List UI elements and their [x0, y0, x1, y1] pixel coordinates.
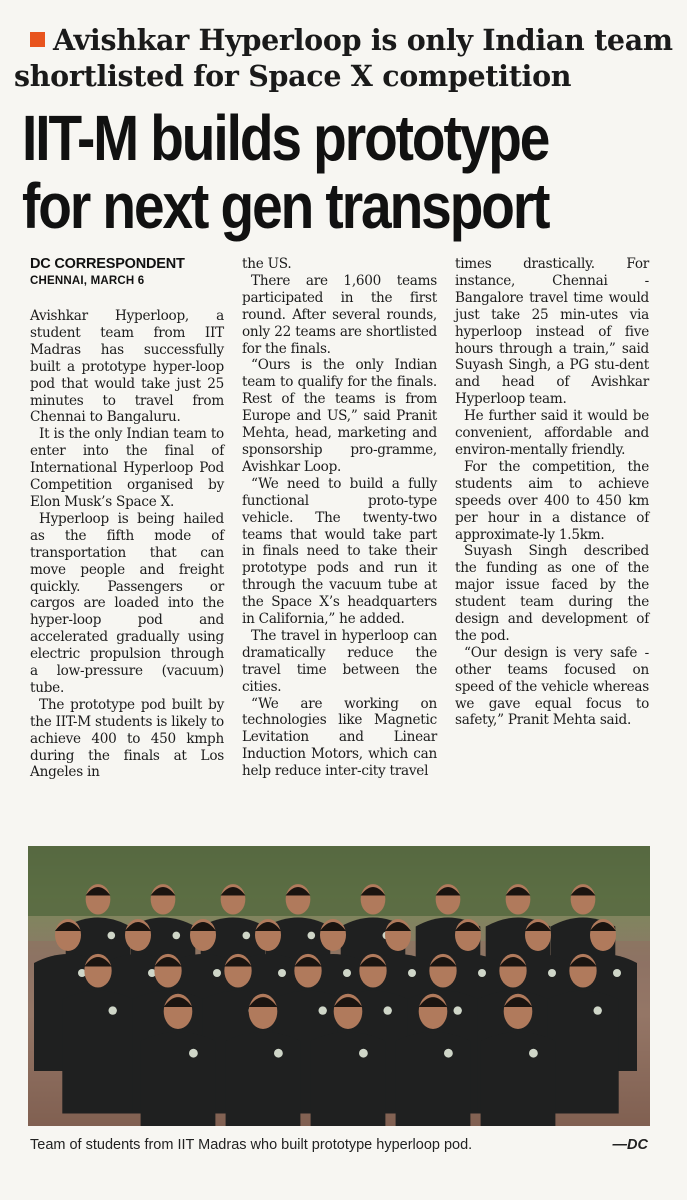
team-photo — [28, 846, 650, 1126]
shirt-logo — [529, 1049, 538, 1058]
shirt-logo — [189, 1049, 198, 1058]
photo-caption — [30, 1135, 650, 1155]
shirt-logo — [308, 932, 316, 940]
byline-correspondent: DC CORRESPONDENT — [30, 256, 185, 272]
shirt-logo — [319, 1006, 327, 1014]
headline-line-2: for next gen transport — [22, 170, 549, 242]
shirt-logo — [108, 932, 116, 940]
team-member-body — [396, 1032, 471, 1126]
team-member-body — [311, 1032, 386, 1126]
team-member-body — [141, 1032, 216, 1126]
team-member-body — [547, 991, 618, 1114]
shirt-logo — [278, 969, 286, 977]
paragraph: “Our design is very safe - other teams focused on speed of the vehicle whereas we gave equal focus to safety,” Pranit Mehta said. — [455, 644, 649, 729]
byline — [30, 256, 185, 289]
paragraph: “We need to build a fully functional proto-type vehicle. The twenty-two teams that would take part in finals need to take their prototype pods and run it through the vacuum tube at the Space X’s headquarters in California,” he added. — [242, 475, 437, 628]
article-column-1 — [30, 308, 224, 781]
article-column-3 — [455, 256, 649, 729]
shirt-logo — [548, 969, 556, 977]
shirt-logo — [594, 1006, 602, 1014]
paragraph: The travel in hyperloop can dramatically reduce the travel time between the cities. — [242, 627, 437, 695]
kicker-bullet-icon — [30, 32, 45, 47]
paragraph: the US. — [242, 256, 292, 272]
shirt-logo — [213, 969, 221, 977]
photo-credit: —DC — [612, 1137, 648, 1153]
shirt-logo — [173, 932, 181, 940]
paragraph: The prototype pod built by the IIT-M students is likely to achieve 400 to 450 kmph during the finals at Los Angeles in — [30, 696, 224, 781]
team-member-body — [62, 991, 133, 1114]
caption-text: Team of students from IIT Madras who built prototype hyperloop pod. — [30, 1137, 473, 1153]
shirt-logo — [478, 969, 486, 977]
kicker-line-2: shortlisted for Space X competition — [14, 59, 572, 93]
headline — [22, 104, 581, 240]
shirt-logo — [243, 932, 251, 940]
shirt-logo — [384, 1006, 392, 1014]
paragraph: Suyash Singh described the funding as one of the major issue faced by the student team during the design and development of the pod. — [455, 543, 649, 644]
shirt-logo — [359, 1049, 368, 1058]
paragraph: times drastically. For instance, Chennai - Bangalore travel time would just take 25 min-utes via hyperloop instead of five hours through a train,” said Suyash Singh, a PG stu-dent and head of Avishkar Hyperloop team. — [455, 256, 649, 408]
shirt-logo — [444, 1049, 453, 1058]
team-member-body — [481, 1032, 556, 1126]
team-photo-illustration — [28, 846, 650, 1126]
paragraph: Avishkar Hyperloop, a student team from IIT Madras has successfully built a prototype hyper-loop pod that would take just 25 minutes to travel from Chennai to Bangaluru. — [30, 308, 224, 426]
shirt-logo — [109, 1006, 117, 1014]
kicker-line-1: Avishkar Hyperloop is only Indian team — [53, 23, 673, 57]
article-column-2 — [242, 256, 437, 780]
kicker — [14, 22, 674, 94]
paragraph: It is the only Indian team to enter into the final of International Hyperloop Pod Competition organised by Elon Musk’s Space X. — [30, 426, 224, 510]
shirt-logo — [613, 969, 621, 977]
shirt-logo — [274, 1049, 283, 1058]
byline-dateline: CHENNAI, MARCH 6 — [30, 275, 145, 287]
paragraph: “We are working on technologies like Magnetic Levitation and Linear Induction Motors, which can help reduce inter-city travel — [242, 695, 437, 780]
team-member-body — [226, 1032, 301, 1126]
paragraph: There are 1,600 teams participated in the first round. After several rounds, only 22 teams are shortlisted for the finals. — [242, 272, 437, 357]
team-members — [34, 884, 637, 1126]
shirt-logo — [343, 969, 351, 977]
paragraph: “Ours is the only Indian team to qualify for the finals. Rest of the teams is from Europe and US,” said Pranit Mehta, head, marketing and sponsorship pro-gramme, Avishkar Loop. — [242, 357, 437, 475]
shirt-logo — [454, 1006, 462, 1014]
foliage-background — [28, 846, 650, 916]
shirt-logo — [408, 969, 416, 977]
paragraph: He further said it would be convenient, affordable and environ-mentally friendly. — [455, 408, 649, 458]
paragraph: For the competition, the students aim to achieve speeds over 400 to 450 km per hour in a distance of approximate-ly 1.5km. — [455, 458, 649, 543]
headline-line-1: IIT-M builds prototype — [22, 102, 549, 174]
paragraph: Hyperloop is being hailed as the fifth mode of transportation that can move people and freight quickly. Passengers or cargos are loaded into the hyper-loop pod and accelerated gradually using electric propulsion through a low-pressure (vacuum) tube. — [30, 510, 224, 696]
